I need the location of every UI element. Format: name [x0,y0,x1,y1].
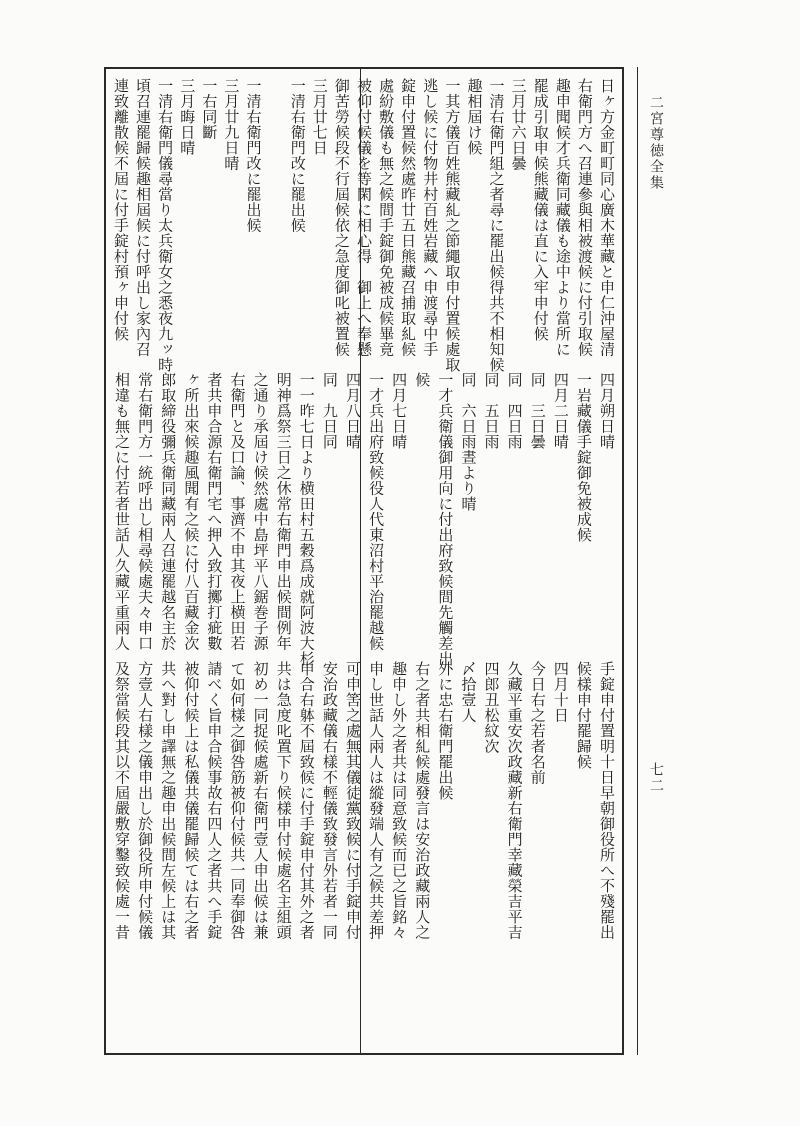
text-column: 一清右衛門組之者尋に罷出候得共不相知候 [487,78,506,373]
text-column: 同 五日雨 [482,372,501,450]
text-column: 一才兵出府致候役人代東沼村平治罷越候 [367,372,386,651]
text-column: 處紛敷儀も無之候間手錠御免被成候畢竟 [377,78,396,357]
text-column: 方壹人右樣之儀申出し於御役所申付候儀 [136,661,155,940]
text-column: 右衛門と及口論、事濟不申其夜上横田若 [228,372,247,651]
text-column: 四月八日晴 [343,372,362,450]
text-band-bottom [112,661,617,1045]
text-column: 久藏平重安次政藏新右衛門幸藏榮吉平吉 [505,661,524,940]
text-column: 之通り承屆け候然處中島坪平八鋸巻子源 [251,372,270,651]
book-title: 二宮尊徳全集 [648,95,664,191]
text-column: 趣申し外之者共は同意致候而已之旨銘々 [390,661,409,940]
band-divider-2 [637,67,638,1055]
text-column: 三月廿七日 [310,78,329,156]
text-column: 一清右衛門改に罷出候 [288,78,307,233]
text-column: 三月廿六日曇 [509,78,528,171]
text-column: 初め一同捉候處新右衛門壹人申出候は兼 [251,661,270,940]
text-column: 一右同斷 [200,78,219,140]
text-column: 被仰付候儀を等閑に相心得 御上へ奉懸 [354,78,373,357]
text-column: 共へ對し申譯無之趣申出候間左候上は其 [159,661,178,940]
text-column: 今日右之若者名前 [528,661,547,785]
text-column: 申合右躰不屆致候に付手錠申付其外之者 [297,661,316,940]
text-column: 錠申付置候然處昨廿五日熊藏召捕取糺候 [399,78,418,357]
text-column: 一清右衛門改に罷出候 [244,78,263,233]
text-column: 安治政藏儀右樣不輕儀致發言外若者一同 [320,661,339,940]
page-number: 七二 [648,762,664,794]
text-column: 四郎丑松紋次 [482,661,501,754]
text-band-middle [112,372,617,667]
text-column: 日ヶ方金町町同心廣木華藏と申仁沖屋清 [598,78,616,357]
text-column: 右衛門方へ召連參與相被渡候に付引取候 [575,78,594,357]
text-column: 御苦勞候段不行屆候依之急度御叱被置候 [332,78,351,357]
text-column: 手錠申付置明十日早朝御役所へ不殘罷出 [598,661,616,940]
text-column: 一其方儀百姓熊藏糺之節繩取申付置候處取 [443,78,462,373]
text-column: 連致離散候不屆に付手錠村預ヶ申付候 [111,78,130,342]
text-column: 〆拾壹人 [459,661,478,723]
text-column: 申し世話人兩人は縱發端人有之候共差押 [367,661,386,940]
text-column: 一才兵衛儀御用向に付出府致候間先觸差出 [436,372,455,667]
text-column: 候樣申付罷歸候 [574,661,593,770]
text-column: 常右衛門方一統呼出し相尋候處夫々申口 [136,372,155,651]
text-column: 四月朔日晴 [598,372,616,450]
text-column: 趣申聞候才兵衛同藏儀も途中より當所に [553,78,572,357]
text-column: 相違も無之に付若者世話人久藏平重兩人 [113,372,132,651]
text-column: 者共申合源右衛門宅へ押入致打擲打疵數 [205,372,224,651]
text-column: 趣相屆け候 [465,78,484,156]
text-column: 被仰付候上は私儀共儀罷歸候ては右之者 [182,661,201,940]
text-column: 四月七日晴 [390,372,409,450]
text-column: 同 九日同 [320,372,339,450]
text-column: 罷成引取申候熊藏儀は直に入牢申付候 [531,78,550,342]
text-column: 明神爲祭三日之休常右衛門申出候間例年 [274,372,293,651]
text-column: 郎取締役彌兵衛同藏兩人召連罷越名主於 [159,372,178,651]
text-column: て如何樣之御咎筋被仰付候共一同奉御咎 [228,661,247,940]
text-column: 一一昨七日より横田村五穀爲成就阿波大杉 [297,372,316,667]
text-column [267,78,286,357]
text-column: 共は急度叱置下り候樣申付候處名主組頭 [274,661,293,940]
text-column: ヶ所出來候趣風聞有之候に付八百藏金次 [182,372,201,651]
text-column: 同 六日雨晝より晴 [459,372,478,512]
text-column: 右之者共相糺候處發言は安治政藏兩人之 [413,661,432,940]
text-column: 四月十日 [551,661,570,723]
text-band-top [111,78,617,373]
text-column: 逃し候に付物井村百姓岩藏へ申渡尋中手 [421,78,440,357]
text-column: 候 [413,372,432,388]
text-column: 頃召連罷歸候趣相屆候に付呼出し家內召 [134,78,153,357]
text-column: 一岩藏儀手錠御免被成候 [574,372,593,543]
text-column: 四月二日晴 [551,372,570,450]
text-column: 外に忠右衛門罷出候 [436,661,455,801]
text-column: 同 三日曇 [528,372,547,450]
text-column: 及祭當候段其以不屆嚴敷穿鑿致候處一昔 [113,661,132,940]
text-column: 請べく旨申合候事故右四人之者共へ手錠 [205,661,224,940]
text-column: 一清右衛門儀尋當り太兵衛女之悉夜九ッ時 [156,78,175,373]
text-column: 三月廿九日晴 [222,78,241,171]
text-column: 三月晦日晴 [178,78,197,156]
text-column: 可申筈之處無其儀徒黨致候に付手錠申付 [343,661,362,940]
text-column: 同 四日雨 [505,372,524,450]
